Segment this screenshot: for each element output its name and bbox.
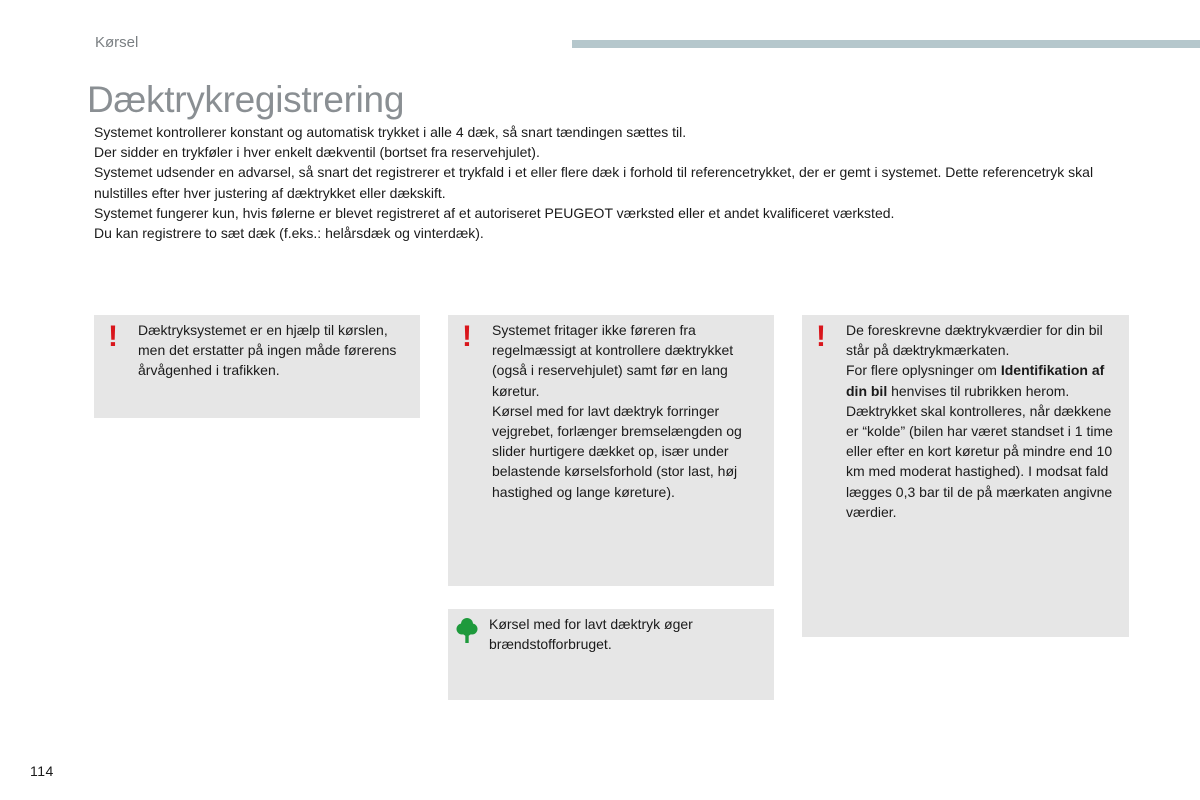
note-paragraph: Dæktryksystemet er en hjælp til kørslen, men det erstatter på ingen måde førerens årvågenhed i trafikken. bbox=[138, 322, 397, 379]
warning-note-pressure-check bbox=[448, 315, 774, 586]
header-accent-bar bbox=[572, 40, 1200, 48]
note-paragraph: Systemet fritager ikke føreren fra regelmæssigt at kontrollere dæktrykket (også i reservehjulet) samt før en lang køretur. bbox=[492, 322, 734, 399]
intro-text bbox=[94, 122, 1104, 243]
intro-paragraph: Du kan registrere to sæt dæk (f.eks.: helårsdæk og vinterdæk). bbox=[94, 225, 484, 242]
note-paragraph: Dæktrykket skal kontrolleres, når dækkene er “kolde” (bilen har været standset i 1 time eller efter en kort køretur på mindre end 10 km med moderat hastighed). I modsat fald lægges 0,3 bar til de på mærkaten angivne værdier. bbox=[846, 402, 1113, 520]
note-text-span: henvises til rubrikken herom. bbox=[887, 382, 1070, 399]
page-title: Dæktrykregistrering bbox=[87, 79, 405, 120]
warning-exclamation-icon: ! bbox=[108, 320, 118, 353]
note-paragraph: Kørsel med for lavt dæktryk forringer vejgrebet, forlænger bremselængden og slider hurtigere dækket op, især under belastende kørselsforhold (stor last, høj hastighed og lange køreture). bbox=[492, 402, 742, 500]
note-paragraph: Kørsel med for lavt dæktryk øger brændstofforbruget. bbox=[489, 616, 693, 653]
warning-note-pressure-values bbox=[802, 315, 1129, 637]
section-label: Kørsel bbox=[95, 34, 139, 51]
note-text bbox=[492, 320, 760, 502]
note-text bbox=[846, 320, 1122, 522]
warning-note-driver-attention bbox=[94, 315, 420, 418]
warning-exclamation-icon: ! bbox=[816, 320, 826, 353]
tree-icon bbox=[456, 616, 478, 644]
intro-paragraph: Der sidder en trykføler i hver enkelt dækventil (bortset fra reservehjulet). bbox=[94, 144, 540, 161]
note-text-span: For flere oplysninger om bbox=[846, 362, 1001, 379]
note-paragraph: De foreskrevne dæktrykværdier for din bil står på dæktrykmærkaten. bbox=[846, 322, 1103, 359]
eco-note-fuel-consumption bbox=[448, 609, 774, 700]
warning-exclamation-icon: ! bbox=[462, 320, 472, 353]
cross-reference-link: Identifikation af din bil bbox=[846, 362, 1105, 399]
intro-paragraph: Systemet udsender en advarsel, så snart det registrerer et trykfald i et eller flere dæk i forhold til referencetrykket, der er gemt i systemet. Dette referencetryk skal nulstilles efter hver justering af dæktrykket eller dækskift. bbox=[94, 164, 1094, 201]
note-paragraph bbox=[846, 360, 1122, 400]
intro-paragraph: Systemet kontrollerer konstant og automatisk trykket i alle 4 dæk, så snart tændingen sættes til. bbox=[94, 124, 687, 140]
note-text bbox=[489, 614, 759, 654]
intro-paragraph: Systemet fungerer kun, hvis følerne er blevet registreret af et autoriseret PEUGEOT værksted eller et andet kvalificeret værksted. bbox=[94, 204, 895, 221]
note-text bbox=[138, 320, 400, 381]
page-number: 114 bbox=[30, 763, 54, 779]
